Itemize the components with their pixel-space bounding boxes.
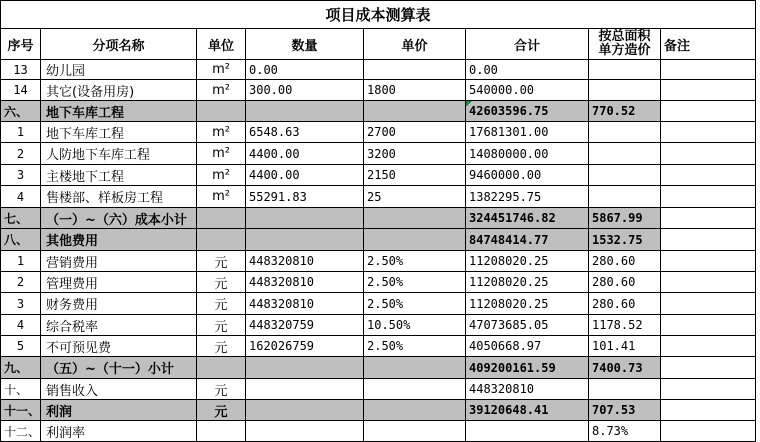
cell-total-value: 42603596.75 [469, 104, 549, 118]
cell-total: 540000.00 [466, 80, 589, 101]
cell-unit: m² [197, 80, 246, 101]
cell-total [466, 101, 589, 122]
header-unit: 单位 [197, 29, 246, 60]
cell-quantity: 4400.00 [246, 165, 364, 186]
cell-total: 11208020.25 [466, 293, 589, 315]
error-indicator-icon [466, 101, 472, 107]
cell-unit-price [364, 357, 466, 379]
cell-item-name: （五）~（十一）小计 [41, 357, 197, 379]
cell-total: 17681301.00 [466, 122, 589, 143]
header-area-unit-cost-line2: 单方造价 [598, 43, 651, 58]
cell-remark [661, 229, 756, 251]
cell-quantity: 448320810 [246, 272, 364, 293]
cell-remark [661, 122, 756, 143]
cell-unit-price [364, 400, 466, 421]
cell-area-unit-cost [589, 60, 661, 80]
cell-total: 14080000.00 [466, 143, 589, 165]
cell-total: 84748414.77 [466, 229, 589, 251]
cell-unit-price [364, 208, 466, 229]
cell-quantity: 300.00 [246, 80, 364, 101]
cell-remark [661, 357, 756, 379]
cell-area-unit-cost [589, 379, 661, 400]
cell-unit [197, 229, 246, 251]
cell-remark [661, 60, 756, 80]
cell-quantity [246, 208, 364, 229]
cell-quantity: 0.00 [246, 60, 364, 80]
cell-remark [661, 80, 756, 101]
cell-item-name: 管理费用 [41, 272, 197, 293]
cell-total: 409200161.59 [466, 357, 589, 379]
cell-remark [661, 251, 756, 272]
cell-quantity: 448320810 [246, 293, 364, 315]
cell-unit [197, 421, 246, 442]
cell-unit: 元 [197, 251, 246, 272]
cell-seq-no: 1 [1, 122, 41, 143]
cell-total: 1382295.75 [466, 186, 589, 208]
cell-unit-price: 25 [364, 186, 466, 208]
cell-item-name: 人防地下车库工程 [41, 143, 197, 165]
cell-item-name: 财务费用 [41, 293, 197, 315]
cell-quantity [246, 357, 364, 379]
cell-item-name: 利润 [41, 400, 197, 421]
header-remark: 备注 [661, 29, 756, 60]
cell-unit: m² [197, 186, 246, 208]
cell-remark [661, 400, 756, 421]
cell-seq-no: 十、 [1, 379, 41, 400]
cell-remark [661, 293, 756, 315]
cell-unit-price: 2150 [364, 165, 466, 186]
header-item-name: 分项名称 [41, 29, 197, 60]
cell-item-name: 其他费用 [41, 229, 197, 251]
cell-area-unit-cost [589, 186, 661, 208]
cell-unit: 元 [197, 293, 246, 315]
cell-item-name: 其它(设备用房) [41, 80, 197, 101]
cell-remark [661, 101, 756, 122]
cell-area-unit-cost: 5867.99 [589, 208, 661, 229]
cell-seq-no: 4 [1, 315, 41, 336]
cell-unit [197, 357, 246, 379]
cell-seq-no: 六、 [1, 101, 41, 122]
cell-unit-price: 10.50% [364, 315, 466, 336]
cell-quantity: 6548.63 [246, 122, 364, 143]
cell-seq-no: 七、 [1, 208, 41, 229]
cell-quantity: 55291.83 [246, 186, 364, 208]
cell-total [466, 421, 589, 442]
cell-total: 324451746.82 [466, 208, 589, 229]
cell-item-name: 幼儿园 [41, 60, 197, 80]
cell-total: 39120648.41 [466, 400, 589, 421]
cell-seq-no: 13 [1, 60, 41, 80]
cell-unit-price: 3200 [364, 143, 466, 165]
cell-unit: 元 [197, 272, 246, 293]
header-seq-no: 序号 [1, 29, 41, 60]
cell-unit [197, 101, 246, 122]
cell-quantity: 4400.00 [246, 143, 364, 165]
cell-total: 11208020.25 [466, 272, 589, 293]
cell-seq-no: 九、 [1, 357, 41, 379]
cell-unit: m² [197, 60, 246, 80]
header-area-unit-cost [589, 29, 661, 60]
cell-remark [661, 143, 756, 165]
header-total: 合计 [466, 29, 589, 60]
cell-item-name: 主楼地下工程 [41, 165, 197, 186]
cell-total: 448320810 [466, 379, 589, 400]
cell-item-name: 地下车库工程 [41, 122, 197, 143]
cell-unit-price: 2.50% [364, 272, 466, 293]
cell-area-unit-cost [589, 122, 661, 143]
cell-seq-no: 4 [1, 186, 41, 208]
cell-remark [661, 336, 756, 357]
cell-quantity [246, 400, 364, 421]
header-area-unit-cost-line1: 按总面积 [598, 29, 651, 44]
cell-item-name: 综合税率 [41, 315, 197, 336]
cell-unit-price [364, 101, 466, 122]
cell-seq-no: 八、 [1, 229, 41, 251]
cell-seq-no: 14 [1, 80, 41, 101]
cell-unit-price [364, 60, 466, 80]
cell-item-name: 利润率 [41, 421, 197, 442]
cell-quantity: 162026759 [246, 336, 364, 357]
cell-unit: 元 [197, 379, 246, 400]
cell-area-unit-cost: 1532.75 [589, 229, 661, 251]
cell-remark [661, 272, 756, 293]
cell-unit: 元 [197, 400, 246, 421]
cell-area-unit-cost: 280.60 [589, 293, 661, 315]
header-unit-price: 单价 [364, 29, 466, 60]
cell-remark [661, 186, 756, 208]
cell-quantity [246, 229, 364, 251]
cell-seq-no: 1 [1, 251, 41, 272]
cell-total: 4050668.97 [466, 336, 589, 357]
cell-unit: m² [197, 143, 246, 165]
sheet-title: 项目成本测算表 [1, 1, 756, 29]
cell-remark [661, 208, 756, 229]
cell-total: 11208020.25 [466, 251, 589, 272]
cell-item-name: 营销费用 [41, 251, 197, 272]
cell-item-name: 地下车库工程 [41, 101, 197, 122]
cell-seq-no: 3 [1, 293, 41, 315]
cell-total: 47073685.05 [466, 315, 589, 336]
cell-unit: m² [197, 165, 246, 186]
cell-quantity [246, 421, 364, 442]
cell-quantity: 448320810 [246, 251, 364, 272]
header-quantity: 数量 [246, 29, 364, 60]
cell-area-unit-cost: 280.60 [589, 251, 661, 272]
cell-unit-price: 2.50% [364, 293, 466, 315]
cell-remark [661, 421, 756, 442]
cell-quantity [246, 379, 364, 400]
cell-unit-price [364, 421, 466, 442]
cell-item-name: 不可预见费 [41, 336, 197, 357]
cell-item-name: 销售收入 [41, 379, 197, 400]
cell-remark [661, 379, 756, 400]
cell-item-name: 售楼部、样板房工程 [41, 186, 197, 208]
cell-unit-price: 2.50% [364, 336, 466, 357]
cell-unit-price: 2700 [364, 122, 466, 143]
cell-unit: 元 [197, 336, 246, 357]
cell-seq-no: 十二、 [1, 421, 41, 442]
cell-seq-no: 3 [1, 165, 41, 186]
cell-unit: 元 [197, 315, 246, 336]
cell-seq-no: 2 [1, 143, 41, 165]
cell-quantity: 448320759 [246, 315, 364, 336]
cell-unit-price: 2.50% [364, 251, 466, 272]
cell-area-unit-cost: 8.73% [589, 421, 661, 442]
cell-seq-no: 5 [1, 336, 41, 357]
cell-area-unit-cost [589, 165, 661, 186]
cell-unit-price [364, 379, 466, 400]
cell-total: 0.00 [466, 60, 589, 80]
cell-quantity [246, 101, 364, 122]
cell-seq-no: 2 [1, 272, 41, 293]
cell-seq-no: 十一、 [1, 400, 41, 421]
cell-area-unit-cost: 1178.52 [589, 315, 661, 336]
cell-item-name: （一）~（六）成本小计 [41, 208, 197, 229]
cell-area-unit-cost [589, 143, 661, 165]
cell-unit [197, 208, 246, 229]
cell-unit: m² [197, 122, 246, 143]
cell-area-unit-cost: 707.53 [589, 400, 661, 421]
cell-remark [661, 165, 756, 186]
cell-remark [661, 315, 756, 336]
cell-area-unit-cost: 280.60 [589, 272, 661, 293]
cell-area-unit-cost [589, 80, 661, 101]
cell-area-unit-cost: 770.52 [589, 101, 661, 122]
cell-area-unit-cost: 101.41 [589, 336, 661, 357]
cell-area-unit-cost: 7400.73 [589, 357, 661, 379]
cell-unit-price [364, 229, 466, 251]
cell-total: 9460000.00 [466, 165, 589, 186]
cell-unit-price: 1800 [364, 80, 466, 101]
